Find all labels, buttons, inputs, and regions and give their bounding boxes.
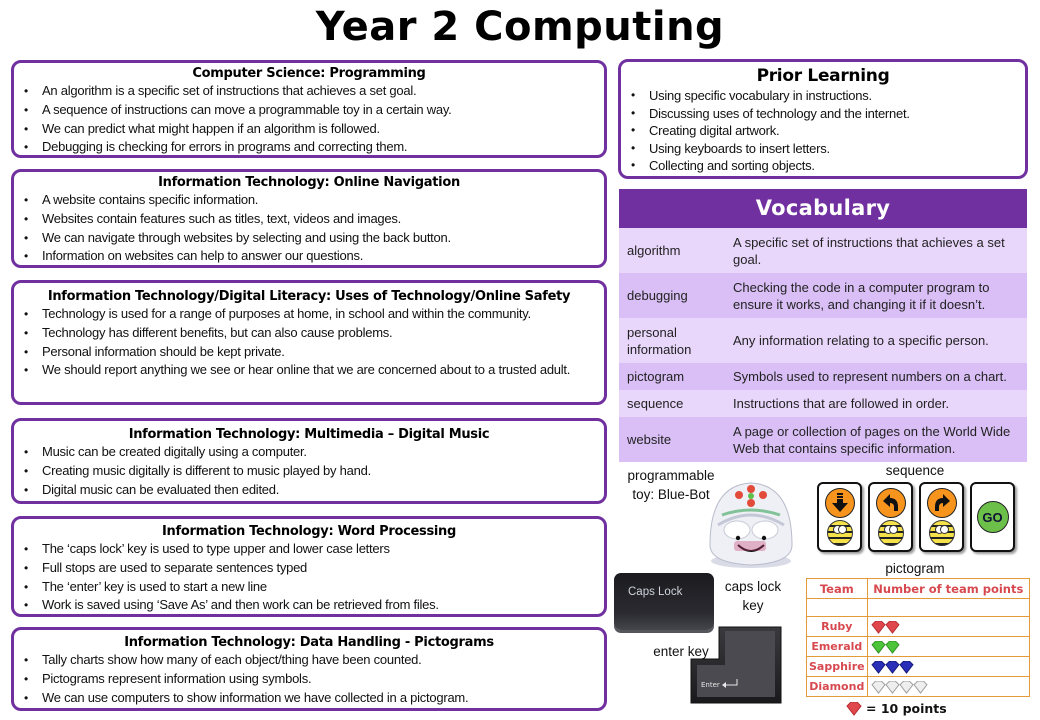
topic-heading: Computer Science: Programming [192,66,426,81]
bullet-item: • Websites contain features such as titles, text, videos and images. [22,210,596,229]
vocab-definition: Instructions that are followed in order. [733,396,950,411]
vocab-term: sequence [627,396,684,411]
vocabulary-table [619,189,1027,462]
bullet-item: • Information on websites can help to answer our questions. [22,247,596,266]
forward-arrow-icon [825,488,855,518]
vocab-term: website [627,432,672,447]
bullet-item: • The ‘caps lock’ key is used to type upper and lower case letters [22,540,596,559]
gem-row [867,617,1029,637]
sapphire-gem-icon [871,661,886,674]
turn-right-arrow-icon [927,488,957,518]
bullet-item: • Pictograms represent information using symbols. [22,670,596,689]
bullet-item: • We can predict what might happen if an algorithm is followed. [22,120,596,139]
sequence-card-forward [817,482,862,552]
sequence-card-right [919,482,964,552]
ruby-gem-icon [871,621,886,634]
pictogram-table [806,578,1030,697]
pictogram-row-diamond [807,677,1030,697]
topic-heading: Information Technology: Word Processing [161,524,457,539]
bullet-item: • Work is saved using ‘Save As’ and then work can be retrieved from files. [22,596,596,615]
bee-icon [878,520,904,546]
topic-programming [11,60,607,158]
vocabulary-heading: Vocabulary [619,189,1027,228]
vocab-row [619,390,1027,417]
caps-lock-key-image [614,573,714,630]
topic-heading: Information Technology: Multimedia – Digital Music [128,427,490,442]
vocab-row [619,273,1027,318]
bullet-item: • An algorithm is a specific set of instructions that achieves a set goal. [22,82,596,101]
topic-digital-music [11,418,607,504]
emerald-gem-icon [871,641,886,654]
ruby-gem-icon [846,702,862,716]
diamond-gem-icon [871,681,886,694]
bee-icon [929,520,955,546]
prior-learning-box [618,59,1028,179]
bullet-item: • A website contains specific information. [22,191,596,210]
topic-heading: Information Technology: Online Navigation [158,175,460,190]
go-button-icon: GO [977,501,1009,533]
bullet-item: • Full stops are used to separate sentences typed [22,559,596,578]
topic-online-safety [11,280,607,405]
bullet-item: • We can use computers to show information we have collected in a pictogram. [22,689,596,708]
vocab-term: pictogram [627,369,685,384]
topic-online-navigation [11,169,607,268]
diamond-gem-icon [899,681,914,694]
pictogram-row-emerald [807,637,1030,657]
bullet-item: • Personal information should be kept private. [22,343,596,362]
topic-heading: Information Technology: Data Handling - Pictograms [124,635,494,650]
sequence-card-go [970,482,1015,552]
pictogram-header-points: Number of team points [867,579,1029,599]
topic-pictograms [11,627,607,711]
prior-learning-heading: Prior Learning [756,66,890,86]
bullet-item: • Tally charts show how many of each object/thing have been counted. [22,651,596,670]
vocab-term: debugging [627,288,688,303]
page-title: Year 2 Computing [315,4,725,50]
bullet-item: • Creating digital artwork. [629,122,1017,140]
legend-text: = 10 points [866,701,947,716]
pictogram-row-ruby [807,617,1030,637]
pictogram-header-team: Team [807,579,868,599]
vocab-row [619,228,1027,273]
bullet-item: • Discussing uses of technology and the internet. [629,105,1017,123]
sapphire-gem-icon [885,661,900,674]
vocab-definition: A specific set of instructions that achieves a set goal. [733,234,1005,267]
bullet-item: • Creating music digitally is different to music played by hand. [22,462,596,481]
bullet-item: • Technology has different benefits, but can also cause problems. [22,324,596,343]
vocab-definition: Checking the code in a computer program to ensure it works, and changing it if it doesn’t. [733,279,990,312]
team-name: Diamond [807,677,868,697]
gem-row [867,677,1029,697]
bullet-item: • Digital music can be evaluated then edited. [22,481,596,500]
topic-heading: Information Technology/Digital Literacy: Uses of Technology/Online Safety [47,289,571,304]
sequence-cards [817,482,1015,552]
bluebot-label: programmable toy: Blue-Bot [627,468,715,502]
team-name: Ruby [807,617,868,637]
enter-key-label: enter key [653,644,709,659]
ruby-gem-icon [885,621,900,634]
vocab-definition: Symbols used to represent numbers on a chart. [733,369,1007,384]
pictogram-row-sapphire [807,657,1030,677]
vocab-term: algorithm [627,243,681,258]
bullet-item: • A sequence of instructions can move a programmable toy in a certain way. [22,101,596,120]
enter-key-image [689,625,784,705]
pictogram-label: pictogram [885,561,945,576]
sequence-label: sequence [885,463,945,478]
gem-row [867,637,1029,657]
diamond-gem-icon [885,681,900,694]
bullet-item: • Using keyboards to insert letters. [629,140,1017,158]
bee-icon [827,520,853,546]
diamond-gem-icon [913,681,928,694]
bullet-item: • The ‘enter’ key is used to start a new line [22,578,596,597]
enter-keycap-text: Enter [701,681,720,689]
bullet-item: • Music can be created digitally using a computer. [22,443,596,462]
caps-lock-keycap-text: Caps Lock [628,586,683,598]
bullet-item: • We can navigate through websites by selecting and using the back button. [22,229,596,248]
caps-lock-label: caps lock key [724,579,782,613]
bullet-item: • Using specific vocabulary in instructions. [629,87,1017,105]
turn-left-arrow-icon [876,488,906,518]
pictogram-legend [846,701,947,716]
bullet-item: • We should report anything we see or hear online that we are concerned about to a trusted adult. [22,361,596,380]
bluebot-robot-image [700,475,802,570]
vocab-row [619,363,1027,390]
vocab-term: personal information [627,324,692,357]
bullet-item: • Debugging is checking for errors in programs and correcting them. [22,138,596,157]
vocab-row [619,417,1027,462]
team-name: Emerald [807,637,868,657]
bullet-item: • Collecting and sorting objects. [629,157,1017,175]
vocab-definition: A page or collection of pages on the World Wide Web that contains specific information. [733,423,1011,456]
gem-row [867,657,1029,677]
team-name: Sapphire [807,657,868,677]
vocab-definition: Any information relating to a specific person. [733,333,989,348]
sapphire-gem-icon [899,661,914,674]
emerald-gem-icon [885,641,900,654]
topic-word-processing [11,516,607,617]
bullet-item: • Technology is used for a range of purposes at home, in school and within the community. [22,305,596,324]
vocab-row [619,318,1027,363]
sequence-card-left [868,482,913,552]
